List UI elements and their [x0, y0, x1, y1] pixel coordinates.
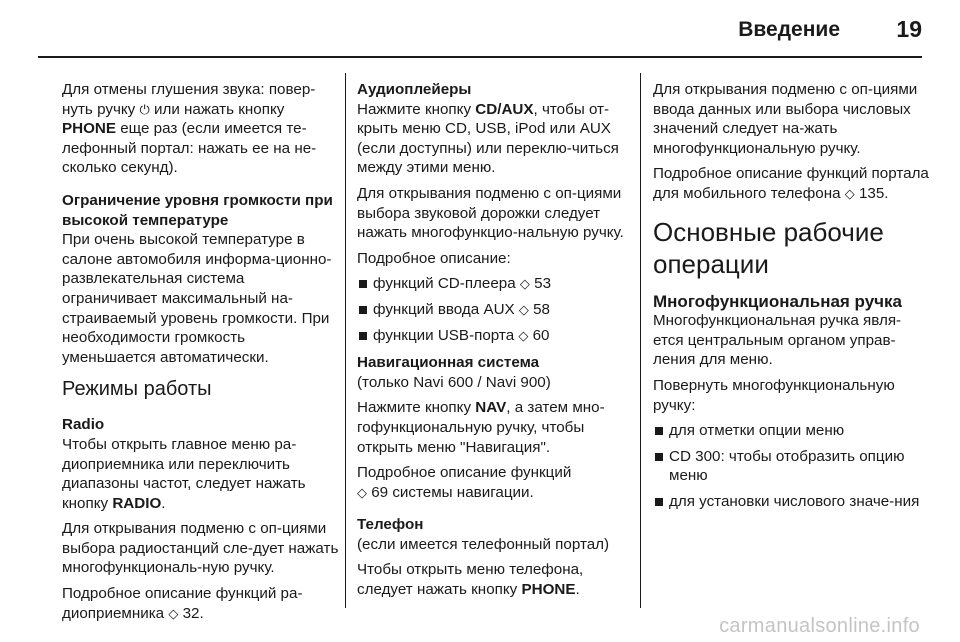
radio-submenu-paragraph: Для открывания подменю с оп-циями выбора радиостанций сле-дует нажать многофункциональ-ную ручку. — [62, 520, 339, 577]
knob-functions-list — [653, 421, 931, 511]
navigation-paragraph: Нажмите кнопку NAV, а затем мно-гофункциональную ручку, чтобы открыть меню "Навигация". — [357, 399, 605, 456]
page-reference-icon: ◇ — [519, 276, 530, 292]
portal-reference: Подробное описание функций портала для мобильного телефона ◇ 135. — [653, 165, 929, 202]
bullet-square-icon — [655, 498, 663, 506]
radio-heading: Radio — [62, 416, 105, 434]
knob-paragraph: Многофункциональная ручка явля-ется центральным органом управ-ления для меню. — [653, 312, 902, 369]
list-item: функций ввода AUX ◇ 58 — [357, 300, 635, 320]
watermark: carmanualsonline.info — [719, 615, 920, 637]
mute-paragraph: Для отмены глушения звука: повер-нуть ручку ⏻ или нажать кнопку PHONE еще раз (если имеется те-лефонный портал: нажать ее на не-сколько секунд). — [62, 81, 317, 177]
temperature-paragraph: При очень высокой температуре в салоне автомобиля информа-ционно-развлекательная система ограничивает максимальный на-страиваемый уровень громкости. При необходимости громкость уменьшается автоматически. — [62, 231, 332, 366]
page-reference-icon: ◇ — [357, 484, 367, 500]
bullet-square-icon — [655, 427, 663, 435]
column-divider-1 — [345, 73, 346, 608]
page-header — [0, 0, 960, 58]
page-reference-icon: ◇ — [168, 605, 179, 621]
phone-button-label: PHONE — [62, 120, 117, 138]
navigation-heading: Навигационная система — [357, 354, 540, 372]
nav-button-label: NAV — [475, 399, 507, 417]
page-number: 19 — [896, 16, 922, 42]
modes-heading: Режимы работы — [62, 378, 212, 401]
audio-submenu-paragraph: Для открывания подменю с оп-циями выбора звуковой дорожки следует нажать многофункцио-нальную ручку. — [357, 184, 624, 242]
phone-note: (если имеется телефонный портал) — [357, 535, 610, 553]
knob-heading: Многофункциональная ручка — [653, 291, 903, 311]
audio-references-list — [357, 274, 635, 345]
basic-operations-heading: Основные рабочие операции — [653, 216, 884, 279]
list-item: для отметки опции меню — [653, 421, 931, 441]
page-reference-icon: ◇ — [518, 327, 529, 343]
radio-button-label: RADIO — [112, 494, 162, 512]
radio-paragraph: Чтобы открыть главное меню ра-диоприемника или переключить диапазоны частот, следует нажать кнопку RADIO. — [62, 435, 306, 512]
page-reference-icon: ◇ — [844, 185, 855, 201]
page-title: Введение — [738, 18, 840, 41]
turn-label: Повернуть многофункциональную ручку: — [653, 376, 895, 414]
column-2 — [357, 80, 635, 606]
temperature-heading: Ограничение уровня громкости при высокой температуре — [62, 191, 333, 229]
description-label: Подробное описание: — [357, 249, 511, 267]
bullet-square-icon — [359, 280, 367, 288]
radio-reference: Подробное описание функций ра-диоприемника ◇ 32. — [62, 585, 303, 622]
navigation-note: (только Navi 600 / Navi 900) — [357, 373, 551, 391]
header-divider — [38, 56, 922, 58]
audio-paragraph: Нажмите кнопку CD/AUX, чтобы от-крыть меню CD, USB, iPod или AUX (если доступны) или переклю-читься между этими меню. — [357, 100, 619, 177]
power-knob-icon: ⏻ — [139, 101, 150, 117]
bullet-square-icon — [359, 306, 367, 314]
audio-heading: Аудиоплейеры — [357, 81, 472, 98]
cd-aux-button-label: CD/AUX — [475, 100, 534, 118]
phone-button-label: PHONE — [521, 581, 576, 599]
bullet-square-icon — [359, 332, 367, 340]
navigation-reference: Подробное описание функций ◇ 69 системы навигации. — [357, 464, 572, 501]
list-item: функции USB-порта ◇ 60 — [357, 326, 635, 346]
column-3 — [653, 80, 931, 520]
list-item: функций CD-плеера ◇ 53 — [357, 274, 635, 294]
list-item: для установки числового значе-ния — [653, 492, 931, 512]
phone-submenu-paragraph: Для открывания подменю с оп-циями ввода данных или выбора числовых значений следует на-жать многофункциональную ручку. — [653, 81, 918, 157]
page-reference-icon: ◇ — [518, 301, 529, 317]
phone-heading: Телефон — [357, 516, 424, 534]
column-divider-2 — [640, 73, 641, 608]
list-item: CD 300: чтобы отобразить опцию меню — [653, 447, 931, 486]
bullet-square-icon — [655, 453, 663, 461]
column-1 — [62, 80, 340, 629]
phone-paragraph: Чтобы открыть меню телефона, следует нажать кнопку PHONE. — [357, 561, 584, 599]
